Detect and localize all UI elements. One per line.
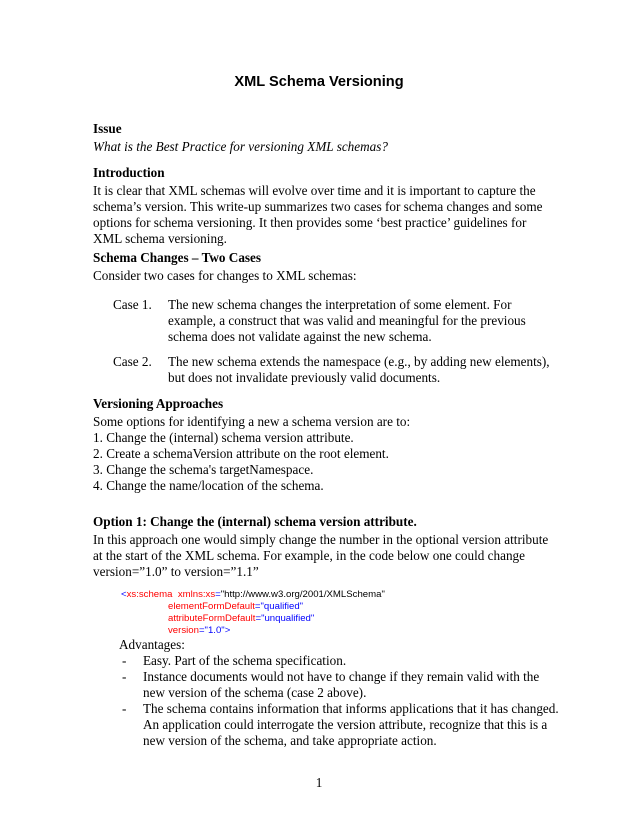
introduction-text: It is clear that XML schemas will evolve over time and it is important to capture the schema’s version. This write-up summarizes two cases for schema changes and some options for schema versioning. It then provides some ‘best practice’ guidelines for XML schema versioning. xyxy=(93,183,543,246)
option1-section xyxy=(93,514,553,580)
code-sample xyxy=(121,589,385,637)
advantages-section xyxy=(119,637,559,749)
case-1-text: The new schema changes the interpretation of some element. For example, a construct that was valid and meaningful for the previous schema does not validate against the new schema. xyxy=(168,297,526,344)
approaches-list xyxy=(93,430,553,494)
code-line-3: attributeFormDefault="unqualified" xyxy=(168,613,315,624)
code-line-1: <xs:schema xmlns:xs="http://www.w3.org/2001/XMLSchema" xyxy=(121,589,385,600)
list-item: 3. Change the schema's targetNamespace. xyxy=(93,462,314,477)
advantages-list xyxy=(119,653,559,749)
list-item: - The schema contains information that informs applications that it has changed. An application could interrogate the version attribute, recognize that this is a new version of the schema, and take appropriate action. xyxy=(122,701,559,748)
advantages-heading: Advantages: xyxy=(119,637,185,652)
list-item: 4. Change the name/location of the schema. xyxy=(93,478,324,493)
option1-text: In this approach one would simply change the number in the optional version attribute at the start of the XML schema. For example, in the code below one could change version=”1.0” to version=”1.1” xyxy=(93,532,549,579)
list-item: 1. Change the (internal) schema version attribute. xyxy=(93,430,354,445)
schema-changes-lead: Consider two cases for changes to XML schemas: xyxy=(93,268,357,283)
schema-changes-heading: Schema Changes – Two Cases xyxy=(93,250,262,265)
schema-changes-section xyxy=(93,250,553,284)
list-item: - Instance documents would not have to change if they remain valid with the new version of the schema (case 2 above). xyxy=(122,669,540,700)
case-2-text: The new schema extends the namespace (e.g., by adding new elements), but does not invalidate previously valid documents. xyxy=(168,354,550,385)
document-title: XML Schema Versioning xyxy=(234,74,404,90)
case-1-label: Case 1. xyxy=(113,297,152,312)
versioning-approaches-lead: Some options for identifying a new a schema version are to: xyxy=(93,414,411,429)
option1-heading: Option 1: Change the (internal) schema version attribute. xyxy=(93,514,417,529)
issue-heading: Issue xyxy=(93,121,122,136)
issue-section xyxy=(93,121,553,155)
issue-question: What is the Best Practice for versioning XML schemas? xyxy=(93,139,388,154)
case-2-label: Case 2. xyxy=(113,354,152,369)
code-line-4: version="1.0"> xyxy=(168,625,231,636)
introduction-section xyxy=(93,165,553,247)
versioning-approaches-section xyxy=(93,396,553,494)
list-item: 2. Create a schemaVersion attribute on the root element. xyxy=(93,446,389,461)
versioning-approaches-heading: Versioning Approaches xyxy=(93,396,224,411)
page-number: 1 xyxy=(315,775,323,790)
introduction-heading: Introduction xyxy=(93,165,165,180)
list-item: - Easy. Part of the schema specification. xyxy=(122,653,347,668)
code-line-2: elementFormDefault="qualified" xyxy=(168,601,304,612)
